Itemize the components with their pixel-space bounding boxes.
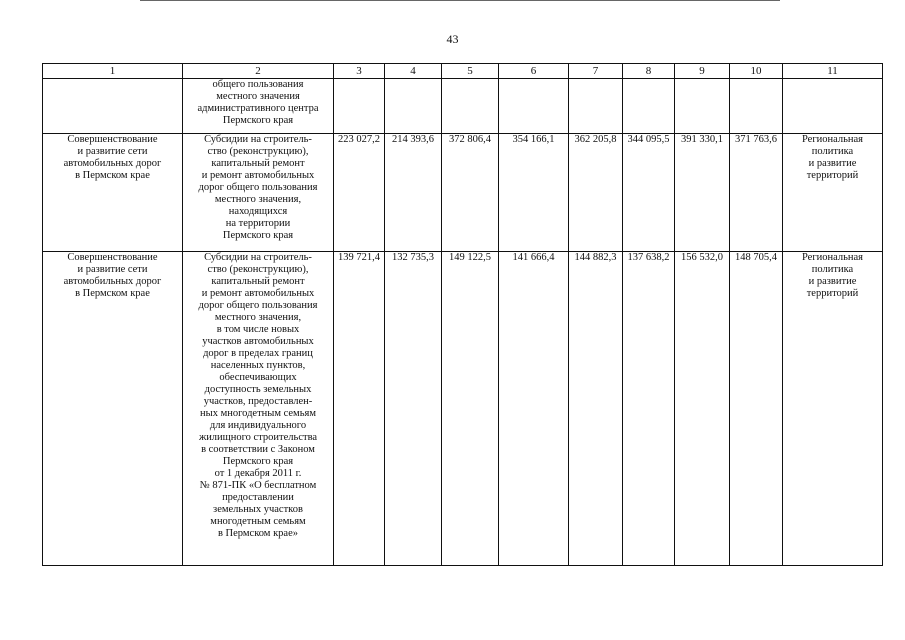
cell-line: участков автомобильных xyxy=(202,336,314,347)
cell-line: и развитие сети xyxy=(77,146,148,157)
cell-line: Совершенствование xyxy=(67,252,158,263)
value-cell: 156 532,0 xyxy=(675,252,730,566)
cell-line: находящихся xyxy=(228,206,288,217)
cell-line: многодетным семьям xyxy=(210,516,306,527)
cell-line: земельных участков xyxy=(213,504,303,515)
value-cell: 391 330,1 xyxy=(675,134,730,252)
cell-line: на территории xyxy=(225,218,291,229)
cell-line: политика xyxy=(811,146,854,157)
responsible-cell xyxy=(783,134,883,252)
value-cell: 137 638,2 xyxy=(623,252,675,566)
cell-line: в Пермском крае xyxy=(75,170,150,181)
cell-line: и развитие xyxy=(808,276,857,287)
cell-line: Пермского края xyxy=(222,115,294,126)
cell-line: участков, предоставлен- xyxy=(203,396,313,407)
value-cell xyxy=(623,79,675,134)
column-header: 4 xyxy=(385,64,442,79)
value-cell: 372 806,4 xyxy=(442,134,499,252)
cell-line: местного значения, xyxy=(214,194,302,205)
value-cell: 144 882,3 xyxy=(569,252,623,566)
column-header: 3 xyxy=(334,64,385,79)
value-cell: 149 122,5 xyxy=(442,252,499,566)
description-cell xyxy=(183,79,334,134)
value-cell xyxy=(499,79,569,134)
column-header: 1 xyxy=(43,64,183,79)
program-cell xyxy=(43,134,183,252)
cell-line: обеспечивающих xyxy=(219,372,297,383)
value-cell xyxy=(334,79,385,134)
value-cell xyxy=(569,79,623,134)
cell-line: Пермского края xyxy=(222,456,294,467)
cell-line: Субсидии на строитель- xyxy=(204,252,312,263)
cell-line: в том числе новых xyxy=(216,324,300,335)
column-header: 2 xyxy=(183,64,334,79)
cell-line: и ремонт автомобильных xyxy=(201,288,315,299)
cell-line: в Пермском крае xyxy=(75,288,150,299)
cell-line: для индивидуального xyxy=(209,420,307,431)
value-cell: 223 027,2 xyxy=(334,134,385,252)
table-row xyxy=(43,134,883,252)
cell-line: и ремонт автомобильных xyxy=(201,170,315,181)
cell-line: дорог общего пользования xyxy=(198,182,318,193)
program-cell xyxy=(43,79,183,134)
table-row xyxy=(43,252,883,566)
value-cell xyxy=(730,79,783,134)
column-header: 6 xyxy=(499,64,569,79)
column-header: 11 xyxy=(783,64,883,79)
cell-line: дорог общего пользования xyxy=(198,300,318,311)
cell-line: ство (реконструкцию), xyxy=(207,146,309,157)
cell-line: местного значения xyxy=(216,91,300,102)
column-header: 9 xyxy=(675,64,730,79)
cell-line: капитальный ремонт xyxy=(211,158,305,169)
value-cell: 362 205,8 xyxy=(569,134,623,252)
value-cell xyxy=(385,79,442,134)
cell-line: дорог в пределах границ xyxy=(203,348,313,359)
cell-line: и развитие сети xyxy=(77,264,148,275)
cell-line: территорий xyxy=(806,288,859,299)
cell-line: Пермского края xyxy=(222,230,294,241)
value-cell: 132 735,3 xyxy=(385,252,442,566)
cell-line: ство (реконструкцию), xyxy=(207,264,309,275)
value-cell: 354 166,1 xyxy=(499,134,569,252)
data-table xyxy=(42,63,883,566)
responsible-cell xyxy=(783,252,883,566)
cell-line: автомобильных дорог xyxy=(63,158,162,169)
cell-line: жилищного строительства xyxy=(198,432,318,443)
value-cell xyxy=(442,79,499,134)
description-cell xyxy=(183,134,334,252)
cell-line: автомобильных дорог xyxy=(63,276,162,287)
value-cell: 214 393,6 xyxy=(385,134,442,252)
cell-line: территорий xyxy=(806,170,859,181)
cell-line: местного значения, xyxy=(214,312,302,323)
cell-line: предоставлении xyxy=(222,492,294,503)
column-header: 5 xyxy=(442,64,499,79)
column-header: 10 xyxy=(730,64,783,79)
table-row xyxy=(43,79,883,134)
description-cell xyxy=(183,252,334,566)
value-cell xyxy=(675,79,730,134)
cell-line: от 1 декабря 2011 г. xyxy=(214,468,302,479)
cell-line: Региональная xyxy=(801,134,864,145)
value-cell: 141 666,4 xyxy=(499,252,569,566)
cell-line: политика xyxy=(811,264,854,275)
cell-line: № 871-ПК «О бесплатном xyxy=(199,480,317,491)
cell-line: Региональная xyxy=(801,252,864,263)
cell-line: доступность земельных xyxy=(204,384,312,395)
top-rule xyxy=(140,0,780,1)
cell-line: и развитие xyxy=(808,158,857,169)
column-header: 8 xyxy=(623,64,675,79)
responsible-cell xyxy=(783,79,883,134)
cell-line: общего пользования xyxy=(212,79,304,90)
cell-line: Субсидии на строитель- xyxy=(204,134,312,145)
cell-line: капитальный ремонт xyxy=(211,276,305,287)
cell-line: ных многодетным семьям xyxy=(200,408,316,419)
program-cell xyxy=(43,252,183,566)
column-header: 7 xyxy=(569,64,623,79)
cell-line: в соответствии с Законом xyxy=(201,444,315,455)
value-cell: 139 721,4 xyxy=(334,252,385,566)
value-cell: 344 095,5 xyxy=(623,134,675,252)
value-cell: 371 763,6 xyxy=(730,134,783,252)
cell-line: в Пермском крае» xyxy=(217,528,299,539)
cell-line: населенных пунктов, xyxy=(210,360,306,371)
cell-line: Совершенствование xyxy=(67,134,158,145)
cell-line: административного центра xyxy=(197,103,319,114)
page-number: 43 xyxy=(446,32,459,46)
value-cell: 148 705,4 xyxy=(730,252,783,566)
table-header-row xyxy=(43,64,883,79)
